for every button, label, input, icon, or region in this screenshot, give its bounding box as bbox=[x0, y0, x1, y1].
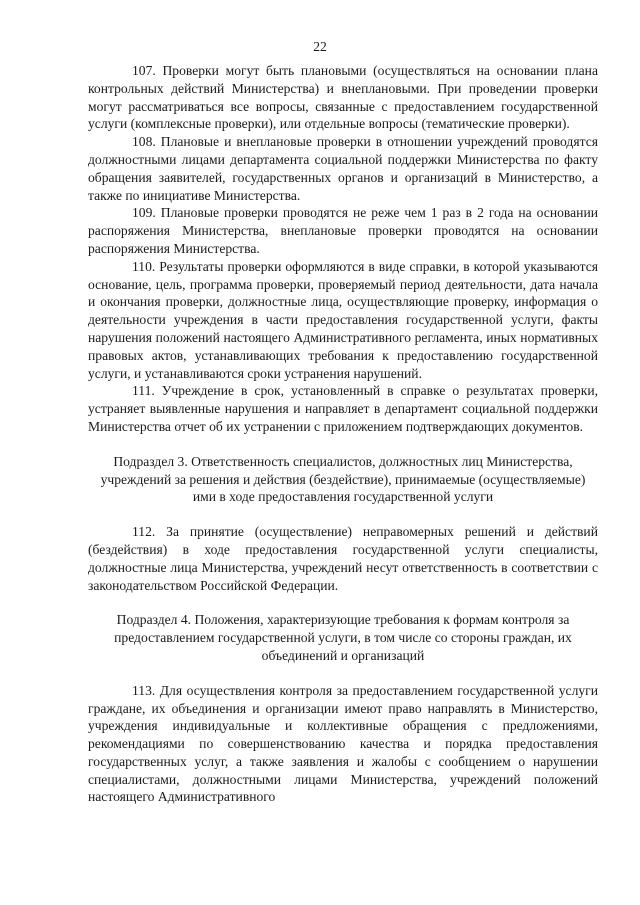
paragraph-109: 109. Плановые проверки проводятся не реже чем 1 раз в 2 года на основании распоряжения Министерства, внеплановые проверки проводятся на основании распоряжения Министерства. bbox=[88, 205, 598, 256]
paragraph-111: 111. Учреждение в срок, установленный в справке о результатах проверки, устраняет выявленные нарушения и направляет в департамент социальной поддержки Министерства отчет об их устранении с приложением подтверждающих документов. bbox=[88, 383, 598, 434]
paragraph-113: 113. Для осуществления контроля за предоставлением государственной услуги граждане, их объединения и организации имеют право направлять в Министерство, учреждения индивидуальные и коллективные обращения с предложениями, рекомендациями по совершенствованию качества и порядка предоставления государственных услуг, а также заявления и жалобы с сообщением о нарушении специалистами, должностными лицами Министерства, учреждений положений настоящего Административного bbox=[88, 682, 598, 805]
subsection-4-heading: Подраздел 4. Положения, характеризующие требования к формам контроля за предоставлением государственной услуги, в том числе со стороны граждан, их объединений и организаций bbox=[114, 612, 572, 663]
paragraph-112: 112. За принятие (осуществление) неправомерных решений и действий (бездействия) в ходе предоставления государственной услуги специалисты, должностные лица Министерства, учреждений несут ответственность в соответствии с законодательством Российской Федерации. bbox=[88, 524, 598, 593]
subsection-3-heading: Подраздел 3. Ответственность специалистов, должностных лиц Министерства, учреждений за решения и действия (бездействие), принимаемые (осуществляемые) ими в ходе предоставления государственной услуги bbox=[100, 453, 586, 505]
paragraph-107: 107. Проверки могут быть плановыми (осуществляться на основании плана контрольных действий Министерства) и внеплановыми. При проведении проверки могут рассматриваться все вопросы, связанные с предоставлением государственной услуги (комплексные проверки), или отдельные вопросы (тематические проверки). bbox=[88, 63, 598, 132]
paragraph-110: 110. Результаты проверки оформляются в виде справки, в которой указываются основание, цель, программа проверки, проверяемый период деятельности, дата начала и окончания проверки, должностные лица, осуществляющие проверку, информация о деятельности учреждения в части предоставления государственной услуги, факты нарушения положений настоящего Административного регламента, иных нормативных правовых актов, устанавливающих требования к предоставлению государственной услуги, и устанавливаются сроки устранения нарушений. bbox=[88, 258, 598, 381]
page-number: 22 bbox=[313, 39, 327, 54]
document-body bbox=[88, 62, 598, 806]
paragraph-108: 108. Плановые и внеплановые проверки в отношении учреждений проводятся должностными лицами департамента социальной поддержки Министерства по факту обращения заявителей, государственных органов и организаций в Министерство, а также по инициативе Министерства. bbox=[88, 134, 598, 203]
